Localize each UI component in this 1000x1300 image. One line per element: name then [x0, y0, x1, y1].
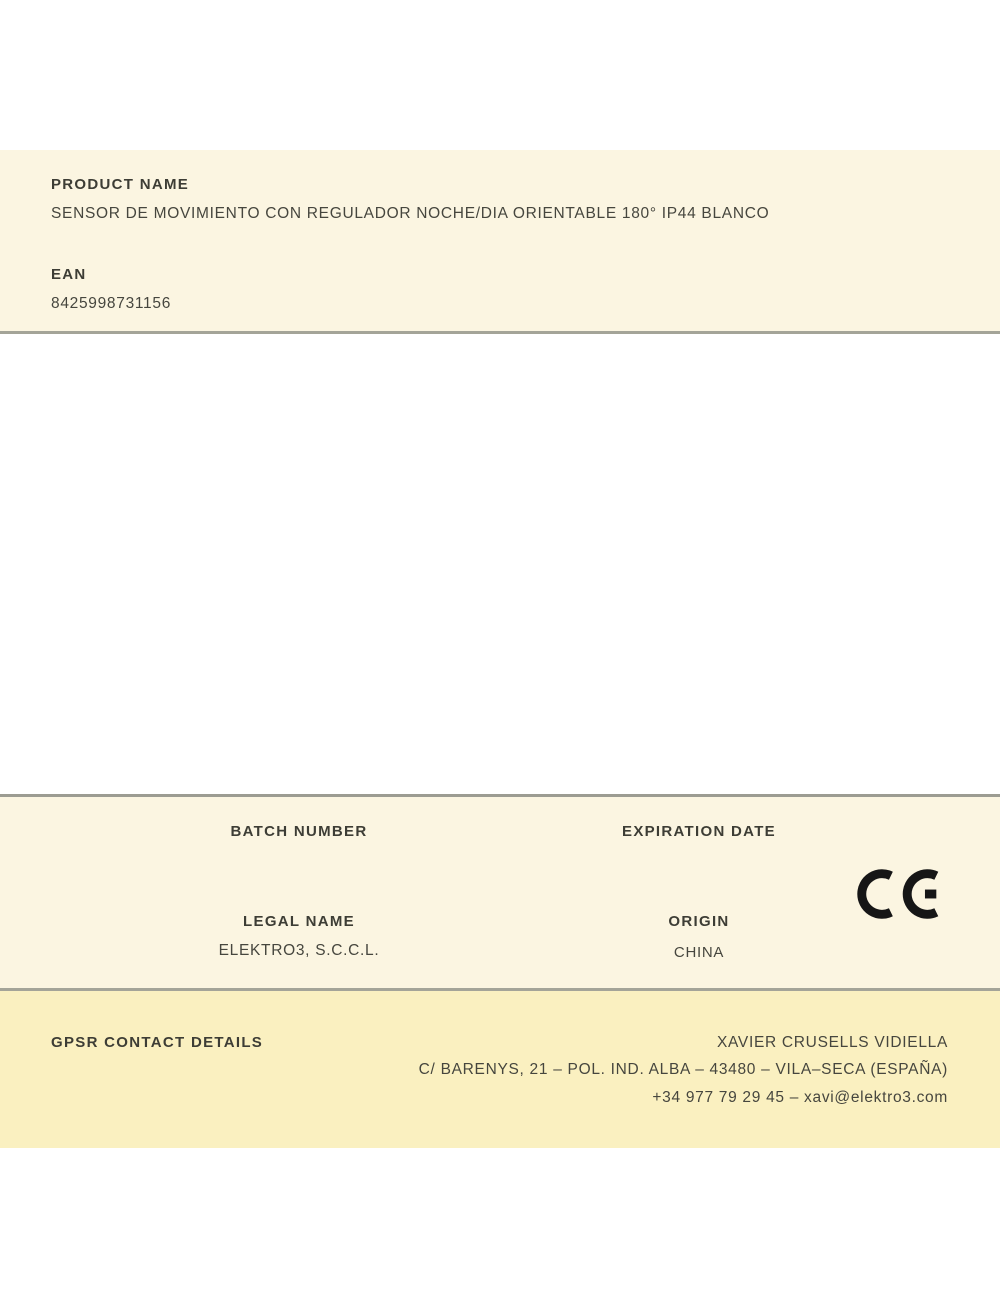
- batch-legal-column: [99, 797, 499, 988]
- legal-name-label: LEGAL NAME: [243, 913, 355, 930]
- product-section: [0, 150, 1000, 334]
- gpsr-contact-label: GPSR CONTACT DETAILS: [51, 1034, 264, 1051]
- legal-name-value: ELEKTRO3, S.C.C.L.: [218, 942, 380, 959]
- expiration-origin-column: [499, 797, 899, 988]
- gpsr-section: [0, 991, 1000, 1148]
- ean-label: EAN: [51, 266, 87, 283]
- origin-label: ORIGIN: [668, 913, 730, 930]
- batch-number-label: BATCH NUMBER: [230, 823, 368, 840]
- ce-mark-icon: [856, 863, 942, 925]
- ean-value: 8425998731156: [51, 295, 172, 312]
- gpsr-contact-name: XAVIER CRUSELLS VIDIELLA: [716, 1034, 948, 1051]
- product-name-value: SENSOR DE MOVIMIENTO CON REGULADOR NOCHE/DIA ORIENTABLE 180° IP44 BLANCO: [51, 205, 770, 222]
- product-name-label: PRODUCT NAME: [51, 176, 190, 193]
- expiration-date-label: EXPIRATION DATE: [622, 823, 776, 840]
- origin-value: CHINA: [673, 944, 725, 961]
- gpsr-contact-address: C/ BARENYS, 21 – POL. IND. ALBA – 43480 – VILA–SECA (ESPAÑA): [418, 1061, 948, 1078]
- batch-legal-section: [0, 794, 1000, 991]
- gpsr-contact-phone-email: +34 977 79 29 45 – xavi@elektro3.com: [652, 1089, 948, 1106]
